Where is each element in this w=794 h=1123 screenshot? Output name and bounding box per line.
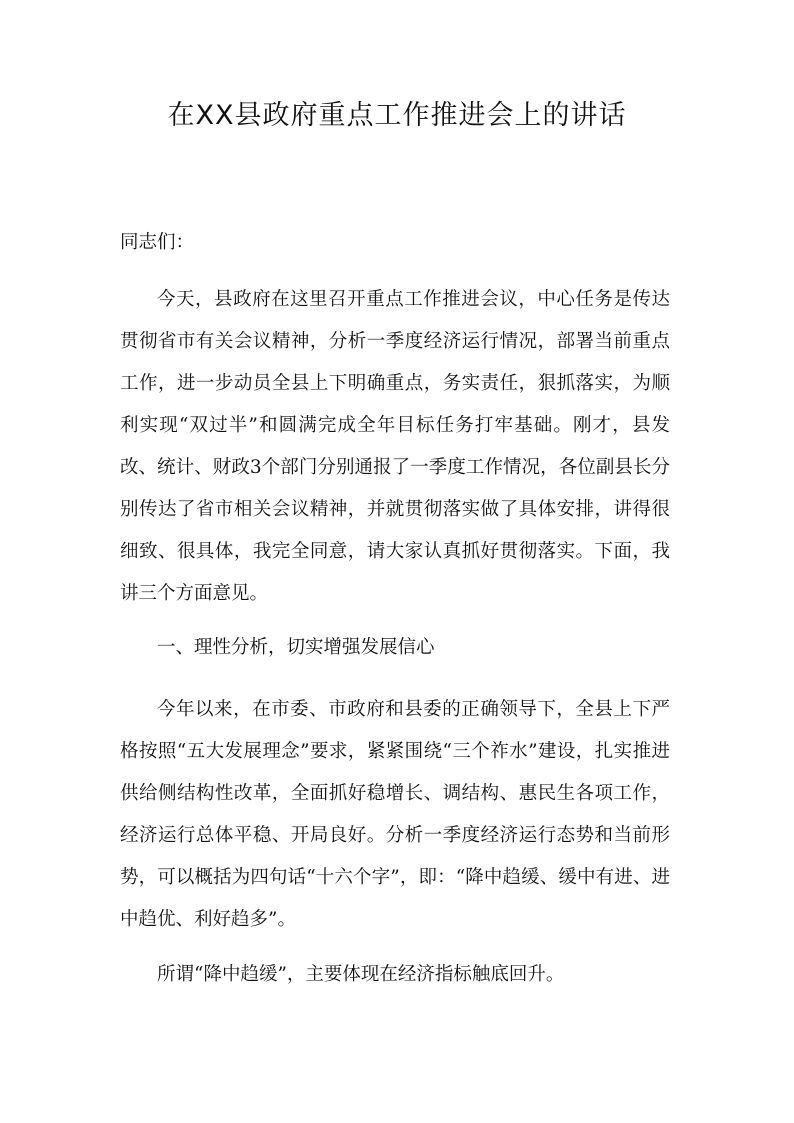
point-one-paragraph: 所谓“降中趋缓”，主要体现在经济指标触底回升。 <box>157 964 565 985</box>
intro-paragraph: 今天，县政府在这里召开重点工作推进会议，中心任务是传达贯彻省市有关会议精神，分析一季度经济运行情况，部署当前重点工作，进一步动员全县上下明确重点，务实责任，狠抓落实，为顺利实现“双过半”和圆满完成全年目标任务打牢基础。刚才，县发改、统计、财政3个部门分别通报了一季度工作情况，各位副县长分别传达了省市相关会议精神，并就贯彻落实做了具体安排，讲得很细致、很具体，我完全同意，请大家认真抓好贯彻落实。下面，我讲三个方面意见。 <box>120 289 670 604</box>
document-title: 在XX县政府重点工作推进会上的讲话 <box>167 100 627 131</box>
salutation: 同志们： <box>120 232 195 253</box>
section-one-paragraph: 今年以来，在市委、市政府和县委的正确领导下，全县上下严格按照“五大发展理念”要求，紧紧围绕“三个祚水”建设，扎实推进供给侧结构性改革，全面抓好稳增长、调结构、惠民生各项工作，经济运行总体平稳、开局良好。分析一季度经济运行态势和当前形势，可以概括为四句话“十六个字”，即：“降中趋缓、缓中有进、进中趋优、利好趋多”。 <box>120 699 670 930</box>
section-one-heading: 一、理性分析，切实增强发展信心 <box>157 637 435 658</box>
